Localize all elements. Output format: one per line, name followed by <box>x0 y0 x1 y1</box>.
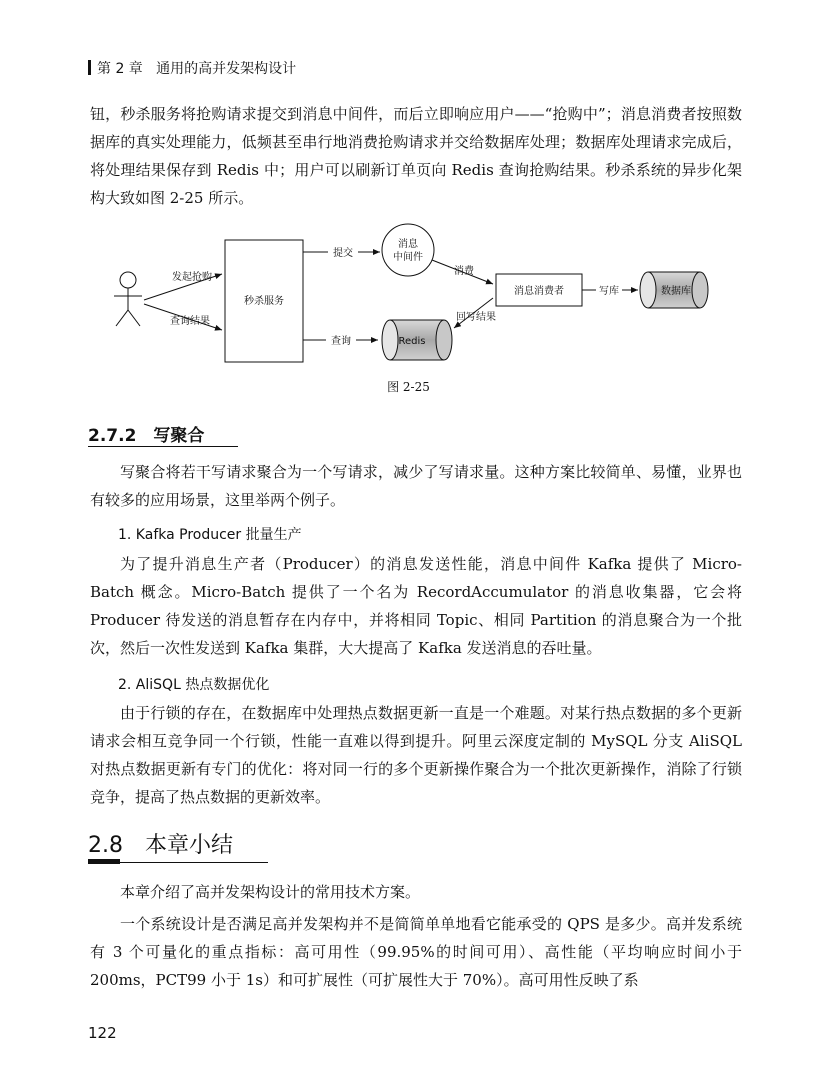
page-number: 122 <box>88 1024 117 1042</box>
chapter-title: 通用的高并发架构设计 <box>156 61 297 77</box>
subsection-heading-kafka: 1. Kafka Producer 批量生产 <box>118 527 302 543</box>
chapter-number: 第 2 章 <box>97 61 143 77</box>
database-label: 数据库 <box>661 286 691 297</box>
section-underline-thick <box>88 859 120 864</box>
mq-label-line2: 中间件 <box>393 252 423 263</box>
label-query-result: 查询结果 <box>170 316 210 327</box>
section-272-paragraph-block <box>90 458 742 514</box>
section-heading-2-7-2: 2.7.2 写聚合 <box>88 426 205 446</box>
redis-label: Redis <box>398 336 426 347</box>
mq-label-line1: 消息 <box>398 239 418 250</box>
section-272-paragraph: 写聚合将若干写请求聚合为一个写请求，减少了写请求量。这种方案比较简单、易懂，业界也有较多的应用场景，这里举两个例子。 <box>90 463 742 509</box>
section-underline <box>88 446 238 447</box>
running-header <box>88 58 296 78</box>
kafka-paragraph: 为了提升消息生产者（Producer）的消息发送性能，消息中间件 Kafka 提供了 Micro-Batch 概念。Micro-Batch 提供了一个名为 RecordAccumulator 的消息收集器，它会将 Producer 待发送的消息暂存在内存中，并将相同 Topic、相同 Partition 的消息聚合为一个批次，然后一次性发送到 Kafka 集群，大大提高了 Kafka 发送消息的吞吐量。 <box>90 555 742 657</box>
seckill-service-label: 秒杀服务 <box>244 296 284 307</box>
label-start-purchase: 发起抢购 <box>172 272 212 283</box>
label-submit: 提交 <box>333 248 353 259</box>
label-write-back: 回写结果 <box>456 312 496 323</box>
header-bar <box>88 60 91 75</box>
message-consumer-label: 消息消费者 <box>514 286 564 297</box>
label-write-db: 写库 <box>599 286 619 297</box>
user-icon <box>114 272 142 326</box>
summary-paragraph-block <box>90 878 742 994</box>
seckill-architecture-diagram <box>100 222 720 372</box>
alisql-paragraph-block <box>90 699 742 811</box>
alisql-paragraph: 由于行锁的存在，在数据库中处理热点数据更新一直是一个难题。对某行热点数据的多个更新请求会相互竞争同一个行锁，性能一直难以得到提升。阿里云深度定制的 MySQL 分支 AliSQL 对热点数据更新有专门的优化：将对同一行的多个更新操作聚合为一个批次更新操作，消除了行锁竞争，提高了热点数据的更新效率。 <box>90 704 742 806</box>
label-query: 查询 <box>331 336 351 347</box>
intro-paragraph: 钮，秒杀服务将抢购请求提交到消息中间件，而后立即响应用户——“抢购中”；消息消费者按照数据库的真实处理能力，低频甚至串行地消费抢购请求并交给数据库处理；数据库处理请求完成后，将处理结果保存到 Redis 中；用户可以刷新订单页向 Redis 查询抢购结果。秒杀系统的异步化架构大致如图 2-25 所示。 <box>90 105 742 207</box>
section-heading-2-8: 2.8 本章小结 <box>88 833 233 858</box>
subsection-heading-alisql: 2. AliSQL 热点数据优化 <box>118 677 270 693</box>
label-consume: 消费 <box>454 266 474 277</box>
intro-paragraph-block <box>90 100 742 212</box>
summary-paragraph-2: 一个系统设计是否满足高并发架构并不是简简单单地看它能承受的 QPS 是多少。高并发系统有 3 个可量化的重点指标：高可用性（99.95%的时间可用）、高性能（平均响应时间小于 200ms，PCT99 小于 1s）和可扩展性（可扩展性大于 70%）。高可用性反映了系 <box>90 915 742 989</box>
figure-caption: 图 2-25 <box>387 380 430 394</box>
kafka-paragraph-block <box>90 550 742 662</box>
summary-paragraph-1: 本章介绍了高并发架构设计的常用技术方案。 <box>120 883 421 901</box>
message-queue-node <box>382 224 434 276</box>
